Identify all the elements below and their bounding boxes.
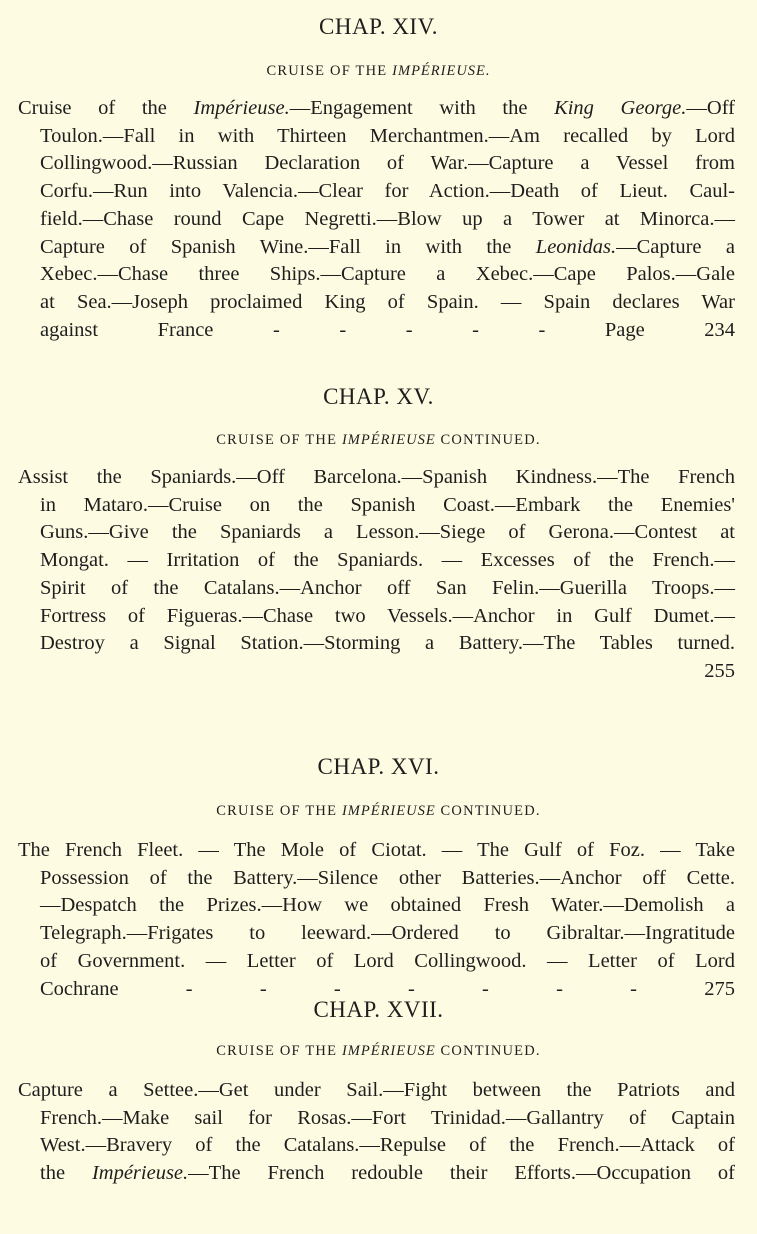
line-text: Xebec.—Chase three Ships.—Capture a Xebec.—Cape Palos.—Gale: [40, 263, 735, 286]
chapter-title: CHAP. XIV.: [319, 14, 438, 39]
line-text: Possession of the Battery.—Silence other Batteries.—Anchor off Cette.: [40, 866, 735, 889]
chapter-title: CHAP. XVI.: [317, 754, 440, 779]
line-text: Telegraph.—Frigates to leeward.—Ordered to Gibraltar.—Ingratitude: [40, 922, 735, 945]
line-text: Collingwood.—Russian Declaration of War.—Capture a Vessel from: [40, 152, 735, 175]
subtitle-text: CRUISE OF THE: [266, 63, 393, 79]
summary-line: [40, 234, 735, 261]
line-text: of Government. — Letter of Lord Collingwood. — Letter of Lord: [40, 949, 735, 972]
chapter-subtitle: [0, 63, 757, 80]
line-text: Toulon.—Fall in with Thirteen Merchantmen.—Am recalled by Lord: [40, 124, 735, 147]
summary-line: [40, 123, 735, 150]
chapter-title: CHAP. XVII.: [313, 997, 444, 1022]
line-text: French.—Make sail for Rosas.—Fort Trinidad.—Gallantry of Captain: [40, 1106, 735, 1129]
line-text: against France - - - - - Page 234: [40, 318, 735, 341]
summary-line: [40, 289, 735, 316]
line-text: in Mataro.—Cruise on the Spanish Coast.—Embark the Enemies': [40, 493, 735, 516]
line-text: Corfu.—Run into Valencia.—Clear for Action.—Death of Lieut. Caul-: [40, 180, 735, 203]
summary-line: [40, 603, 735, 630]
summary-line: [40, 1160, 735, 1187]
chapter-title: CHAP. XV.: [323, 384, 434, 409]
summary-line: [40, 948, 735, 975]
line-text: Guns.—Give the Spaniards a Lesson.—Siege of Gerona.—Contest at: [40, 521, 735, 544]
summary-line: [40, 150, 735, 177]
chapter-subtitle: [0, 1043, 757, 1060]
summary-line: [40, 1105, 735, 1132]
line-text: West.—Bravery of the Catalans.—Repulse of the French.—Attack of: [40, 1134, 735, 1157]
summary-line: [40, 575, 735, 602]
summary-line: [18, 464, 735, 491]
summary-line: [18, 837, 735, 864]
line-text: Assist the Spaniards.—Off Barcelona.—Spanish Kindness.—The French: [18, 466, 735, 488]
subtitle-text: IMPÉRIEUSE.: [392, 63, 491, 79]
line-text: King George.: [554, 97, 687, 119]
subtitle-text: CONTINUED.: [435, 1043, 541, 1059]
summary-line: [40, 892, 735, 919]
summary-line: [40, 865, 735, 892]
line-text: Cochrane - - - - - - - 275: [40, 977, 735, 1000]
line-text: —Despatch the Prizes.—How we obtained Fresh Water.—Demolish a: [40, 894, 735, 917]
summary-line: [18, 95, 735, 122]
subtitle-text: CRUISE OF THE: [216, 1043, 342, 1059]
line-text: —Capture a: [616, 235, 735, 258]
summary-line: [40, 492, 735, 519]
line-text: Impérieuse.: [91, 1162, 189, 1185]
summary-line: [40, 630, 735, 657]
line-text: Spirit of the Catalans.—Anchor off San Felin.—Guerilla Troops.—: [40, 576, 735, 599]
subtitle-text: CONTINUED.: [435, 432, 541, 448]
summary-line: [18, 1077, 735, 1104]
line-text: Cruise of the: [18, 97, 194, 119]
summary-line: [40, 547, 735, 574]
line-text: Mongat. — Irritation of the Spaniards. — Excesses of the French.—: [40, 549, 735, 572]
subtitle-text: CRUISE OF THE: [216, 432, 342, 448]
line-text: —The French redouble their Efforts.—Occupation of: [188, 1162, 735, 1185]
summary-line: [40, 1132, 735, 1159]
subtitle-text: IMPÉRIEUSE: [341, 432, 436, 448]
summary-line: [40, 317, 735, 344]
summary-line: [40, 920, 735, 947]
line-text: Capture a Settee.—Get under Sail.—Fight between the Patriots and: [18, 1079, 735, 1101]
page-number: [40, 658, 735, 685]
chapter-subtitle: [0, 432, 757, 449]
summary-line: [40, 206, 735, 233]
subtitle-text: IMPÉRIEUSE: [341, 1043, 436, 1059]
line-text: Fortress of Figueras.—Chase two Vessels.—Anchor in Gulf Dumet.—: [40, 604, 735, 627]
line-text: the: [40, 1162, 92, 1185]
subtitle-text: IMPÉRIEUSE: [341, 803, 436, 819]
summary-line: [40, 178, 735, 205]
summary-line: [40, 519, 735, 546]
chapter-subtitle: [0, 803, 757, 820]
line-text: —Off: [686, 97, 735, 119]
line-text: The French Fleet. — The Mole of Ciotat. — The Gulf of Foz. — Take: [18, 839, 735, 861]
line-text: Leonidas.: [535, 235, 617, 258]
line-text: Impérieuse.: [193, 97, 290, 119]
line-text: Capture of Spanish Wine.—Fall in with the: [40, 235, 536, 258]
summary-line: [40, 261, 735, 288]
line-text: field.—Chase round Cape Negretti.—Blow up a Tower at Minorca.—: [40, 207, 735, 230]
line-text: at Sea.—Joseph proclaimed King of Spain. — Spain declares War: [40, 290, 735, 313]
line-text: —Engagement with the: [289, 97, 555, 119]
line-text: Destroy a Signal Station.—Storming a Battery.—The Tables turned.: [40, 632, 735, 655]
subtitle-text: CONTINUED.: [435, 803, 541, 819]
line-text: 255: [704, 659, 735, 682]
subtitle-text: CRUISE OF THE: [216, 803, 342, 819]
